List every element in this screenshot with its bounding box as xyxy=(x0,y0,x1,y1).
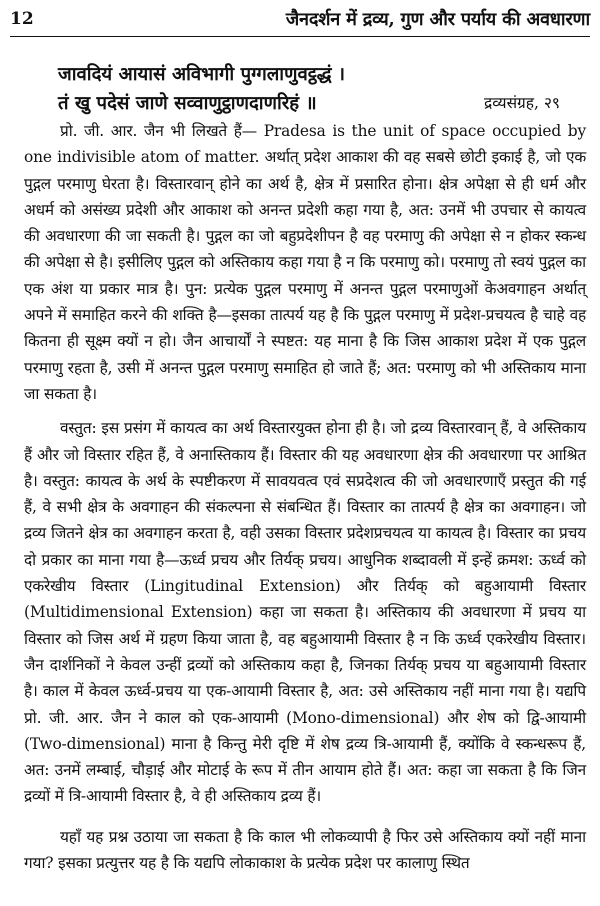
paragraph-3: यहाँ यह प्रश्न उठाया जा सकता है कि काल भी लोकव्यापी है फिर उसे अस्तिकाय क्यों नहीं माना गया? इसका प्रत्युत्तर यह है कि यद्यपि लोकाकाश के प्रत्येक प्रदेश पर कालाणु स्थित xyxy=(24,827,586,873)
paragraph-1: प्रो. जी. आर. जैन भी लिखते हैं— Pradesa is the unit of space occupied by one indivisible atom of matter. अर्थात् प्रदेश आकाश की वह सबसे छोटी इकाई है, जो एक पुद्गल परमाणु घेरता है। विस्तारवान् होने का अर्थ है, क्षेत्र में प्रसारित होना। क्षेत्र अपेक्षा से ही धर्म और अधर्म को असंख्य प्रदेशी और आकाश को अनन्त प्रदेशी कहा गया है, अत: उनमें भी उपचार से कायत्व की अवधारणा की जा सकती है। पुद्गल का जो बहुप्रदेशीपन है वह परमाणु की अपेक्षा से न होकर स्कन्ध की अपेक्षा से है। इसीलिए पुद्गल को अस्तिकाय कहा गया है न कि परमाणु को। परमाणु तो स्वयं पुद्गल का एक अंश या प्रकार मात्र है। पुन: प्रत्येक पुद्गल परमाणु में अनन्त पुद्गल परमाणुओं केअवगाहन अर्थात् अपने में समाहित करने की शक्ति है—इसका तात्पर्य यह है कि पुद्गल परमाणु में प्रदेश-प्रचयत्व है चाहे वह कितना ही सूक्ष्म क्यों न हो। जैन आचार्यों ने स्पष्टत: यह माना है कि जिस आकाश प्रदेश में एक पुद्गल परमाणु रहता है, उसी में अनन्त पुद्गल परमाणु समाहित हो जाते हैं; अत: परमाणु को भी अस्तिकाय माना जा सकता है। xyxy=(24,122,586,403)
body-text xyxy=(24,118,586,884)
verse-line-1: जावदियं आयासं अविभागी पुग्गलाणुवट्ठद्धं । xyxy=(58,64,346,85)
verse-reference: द्रव्यसंग्रह, २९ xyxy=(484,94,560,112)
running-title: जैनदर्शन में द्रव्य, गुण और पर्याय की अवधारणा xyxy=(285,9,590,30)
prakrit-verse xyxy=(58,60,582,118)
page-number: 12 xyxy=(10,9,34,29)
page-header xyxy=(10,6,590,37)
verse-line-2: तं खु पदेसं जाणे सव्वाणुट्ठाणदाणरिहं ॥ xyxy=(58,93,317,114)
paragraph-2: वस्तुत: इस प्रसंग में कायत्व का अर्थ विस्तारयुक्त होना ही है। जो द्रव्य विस्तारवान् हैं, वे अस्तिकाय हैं और जो विस्तार रहित हैं, वे अनास्तिकाय हैं। विस्तार की यह अवधारणा क्षेत्र की अवधारणा पर आश्रित है। वस्तुत: कायत्व के अर्थ के स्पष्टीकरण में सावयवत्व एवं सप्रदेशत्व की जो अवधारणाएँ प्रस्तुत की गई हैं, वे सभी क्षेत्र के अवगाहन की संकल्पना से संबन्धित हैं। विस्तार का तात्पर्य है क्षेत्र का अवगाहन। जो द्रव्य जितने क्षेत्र का अवगाहन करता है, वही उसका विस्तार प्रदेशप्रचयत्व या कायत्व है। विस्तार का प्रचय दो प्रकार का माना गया है—ऊर्ध्व प्रचय और तिर्यक् प्रचय। आधुनिक शब्दावली में इन्हें क्रमश: ऊर्ध्व को एकरेखीय विस्तार (Lingitudinal Extension) और तिर्यक् को बहुआयामी विस्तार (Multidimensional Extension) कहा जा सकता है। अस्तिकाय की अवधारणा में प्रचय या विस्तार को जिस अर्थ में ग्रहण किया जाता है, वह बहुआयामी विस्तार है न कि ऊर्ध्व एकरेखीय विस्तार। जैन दार्शनिकों ने केवल उन्हीं द्रव्यों को अस्तिकाय कहा है, जिनका तिर्यक् प्रचय या बहुआयामी विस्तार है। काल में केवल ऊर्ध्व-प्रचय या एक-आयामी विस्तार है, अत: उसे अस्तिकाय नहीं माना गया है। यद्यपि प्रो. जी. आर. जैन ने काल को एक-आयामी (Mono-dimensional) और शेष को द्वि-आयामी (Two-dimensional) माना है किन्तु मेरी दृष्टि में शेष द्रव्य त्रि-आयामी हैं, क्योंकि वे स्कन्धरूप हैं, अत: उनमें लम्बाई, चौड़ाई और मोटाई के रूप में तीन आयाम होते हैं। अत: कहा जा सकता है कि जिन द्रव्यों में त्रि-आयामी विस्तार है, वे ही अस्तिकाय द्रव्य हैं। xyxy=(24,419,586,806)
